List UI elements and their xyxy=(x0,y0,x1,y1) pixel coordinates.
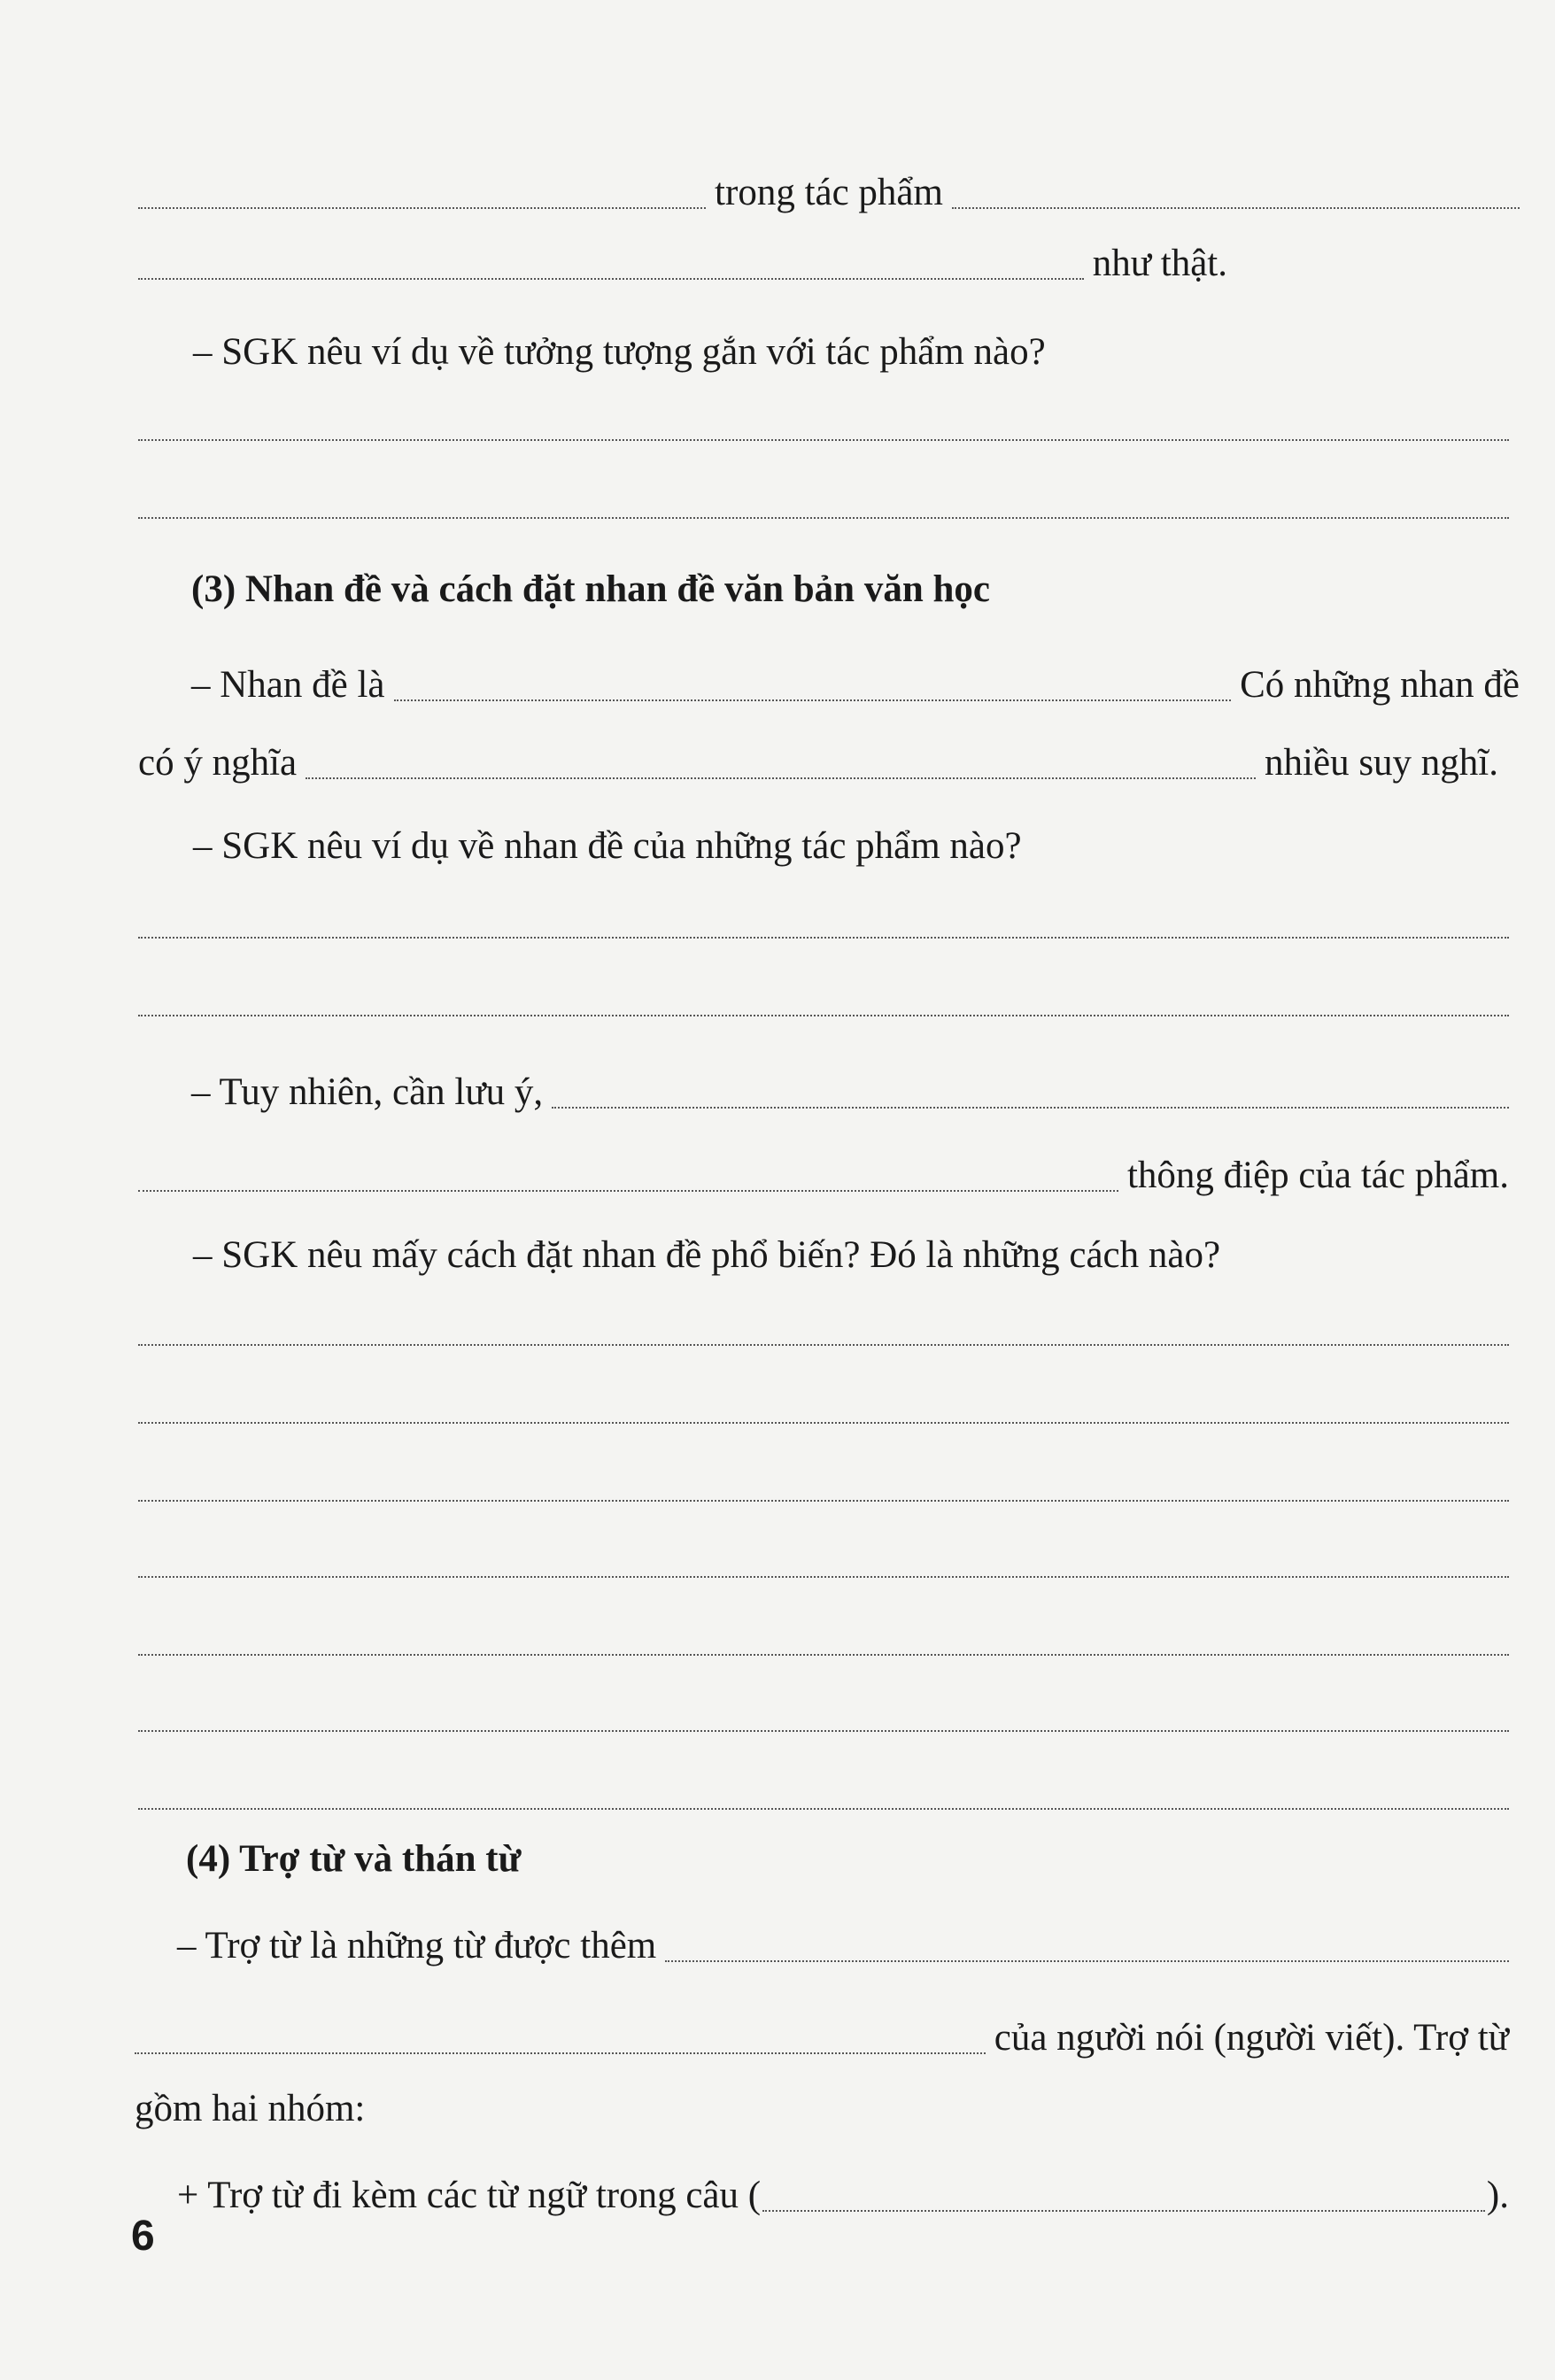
line-1 xyxy=(138,170,1520,216)
answer-line[interactable] xyxy=(138,1344,1509,1346)
blank[interactable] xyxy=(138,278,1084,280)
line-2 xyxy=(138,241,1227,287)
line-tuy-nhien-2: thông điệp của tác phẩm. xyxy=(138,1153,1509,1199)
answer-line[interactable] xyxy=(138,1500,1509,1502)
question-2: – SGK nêu ví dụ về nhan đề của những tác phẩm nào? xyxy=(193,825,1022,867)
answer-line[interactable] xyxy=(138,1015,1509,1016)
blank[interactable] xyxy=(394,699,1232,701)
answer-line[interactable] xyxy=(138,937,1509,939)
line-nhan-de: – Nhan đề là Có những nhan đề xyxy=(191,664,1520,706)
blank[interactable] xyxy=(552,1107,1509,1109)
answer-line[interactable] xyxy=(138,1808,1509,1810)
section-4-heading: (4) Trợ từ và thán từ xyxy=(186,1838,522,1880)
question-3: – SGK nêu mấy cách đặt nhan đề phổ biến? Đó là những cách nào? xyxy=(193,1234,1221,1276)
blank[interactable] xyxy=(135,2052,986,2054)
answer-line[interactable] xyxy=(138,1422,1509,1424)
answer-line[interactable] xyxy=(138,1730,1509,1732)
line-tuy-nhien: – Tuy nhiên, cần lưu ý, xyxy=(191,1070,1509,1116)
line-tro-tu-2: của người nói (người viết). Trợ từ xyxy=(135,2015,1509,2061)
blank[interactable] xyxy=(762,2210,1485,2212)
line-tro-tu-3: gồm hai nhóm: xyxy=(135,2088,366,2129)
blank[interactable] xyxy=(306,777,1256,779)
blank[interactable] xyxy=(138,207,706,209)
answer-line[interactable] xyxy=(138,439,1509,441)
page-number: 6 xyxy=(131,2213,155,2260)
question-1: – SGK nêu ví dụ về tưởng tượng gắn với tác phẩm nào? xyxy=(193,331,1046,373)
blank[interactable] xyxy=(138,1190,1118,1192)
answer-line[interactable] xyxy=(138,1576,1509,1578)
blank[interactable] xyxy=(952,207,1520,209)
blank[interactable] xyxy=(665,1960,1509,1962)
line-nhan-de-2: có ý nghĩa nhiều suy nghĩ. xyxy=(138,742,1498,784)
line-2-text: như thật. xyxy=(1092,243,1227,284)
line-1-text: trong tác phẩm xyxy=(715,172,943,213)
line-tro-tu-4: + Trợ từ đi kèm các từ ngữ trong câu ( ). xyxy=(177,2175,1509,2216)
section-3-heading: (3) Nhan đề và cách đặt nhan đề văn bản văn học xyxy=(191,568,990,610)
answer-line[interactable] xyxy=(138,517,1509,519)
answer-line[interactable] xyxy=(138,1654,1509,1656)
line-tro-tu: – Trợ từ là những từ được thêm xyxy=(177,1923,1509,1969)
